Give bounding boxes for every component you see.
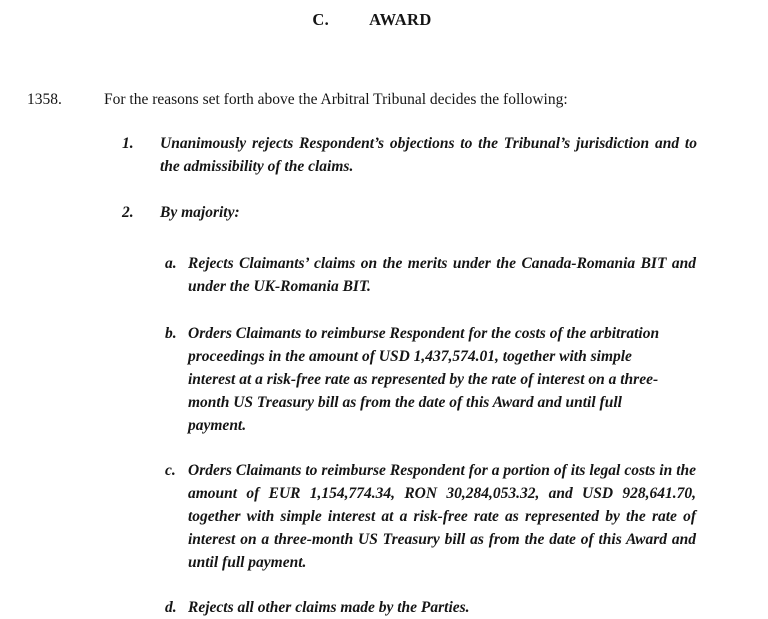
paragraph-number: 1358. — [27, 91, 62, 108]
section-title: AWARD — [369, 10, 432, 29]
subdecision-text: Rejects Claimants’ claims on the merits under the Canada-Romania BIT and under the UK-Romania BIT. — [188, 255, 696, 295]
subdecision-marker: b. — [165, 325, 177, 342]
subdecision-marker: d. — [165, 599, 177, 616]
subdecision-text: Orders Claimants to reimburse Respondent for the costs of the arbitration proceedings in the amount of USD 1,437,574.01, together with simple interest at a risk-free rate as represented by the rate of interest on a three-month US Treasury bill as from the date of this Award and until full payment. — [188, 325, 660, 434]
decision-text: By majority: — [160, 204, 240, 221]
subdecision-text: Orders Claimants to reimburse Respondent for a portion of its legal costs in the amount of EUR 1,154,774.34, RON 30,284,053.32, and USD 928,641.70, together with simple interest at a risk-free rate as represented by the rate of interest on a three-month US Treasury bill as from the date of this Award and until full payment. — [188, 462, 696, 571]
subdecision-item-c — [0, 459, 768, 574]
paragraph-1358 — [0, 91, 768, 109]
subdecision-marker: c. — [165, 462, 176, 479]
decision-text: Unanimously rejects Respondent’s objections to the Tribunal’s jurisdiction and to the admissibility of the claims. — [160, 135, 697, 175]
decision-item-1 — [0, 132, 768, 178]
subdecision-item-d — [0, 596, 768, 619]
decision-item-2 — [0, 201, 768, 224]
subdecision-item-a — [0, 252, 768, 298]
subdecision-text: Rejects all other claims made by the Parties. — [188, 599, 470, 616]
section-label: C. — [312, 10, 330, 29]
paragraph-text: For the reasons set forth above the Arbitral Tribunal decides the following: — [104, 91, 568, 108]
subdecision-item-b — [0, 322, 768, 437]
decision-marker: 1. — [122, 135, 134, 152]
decision-marker: 2. — [122, 204, 134, 221]
section-heading — [0, 0, 756, 30]
subdecision-marker: a. — [165, 255, 177, 272]
